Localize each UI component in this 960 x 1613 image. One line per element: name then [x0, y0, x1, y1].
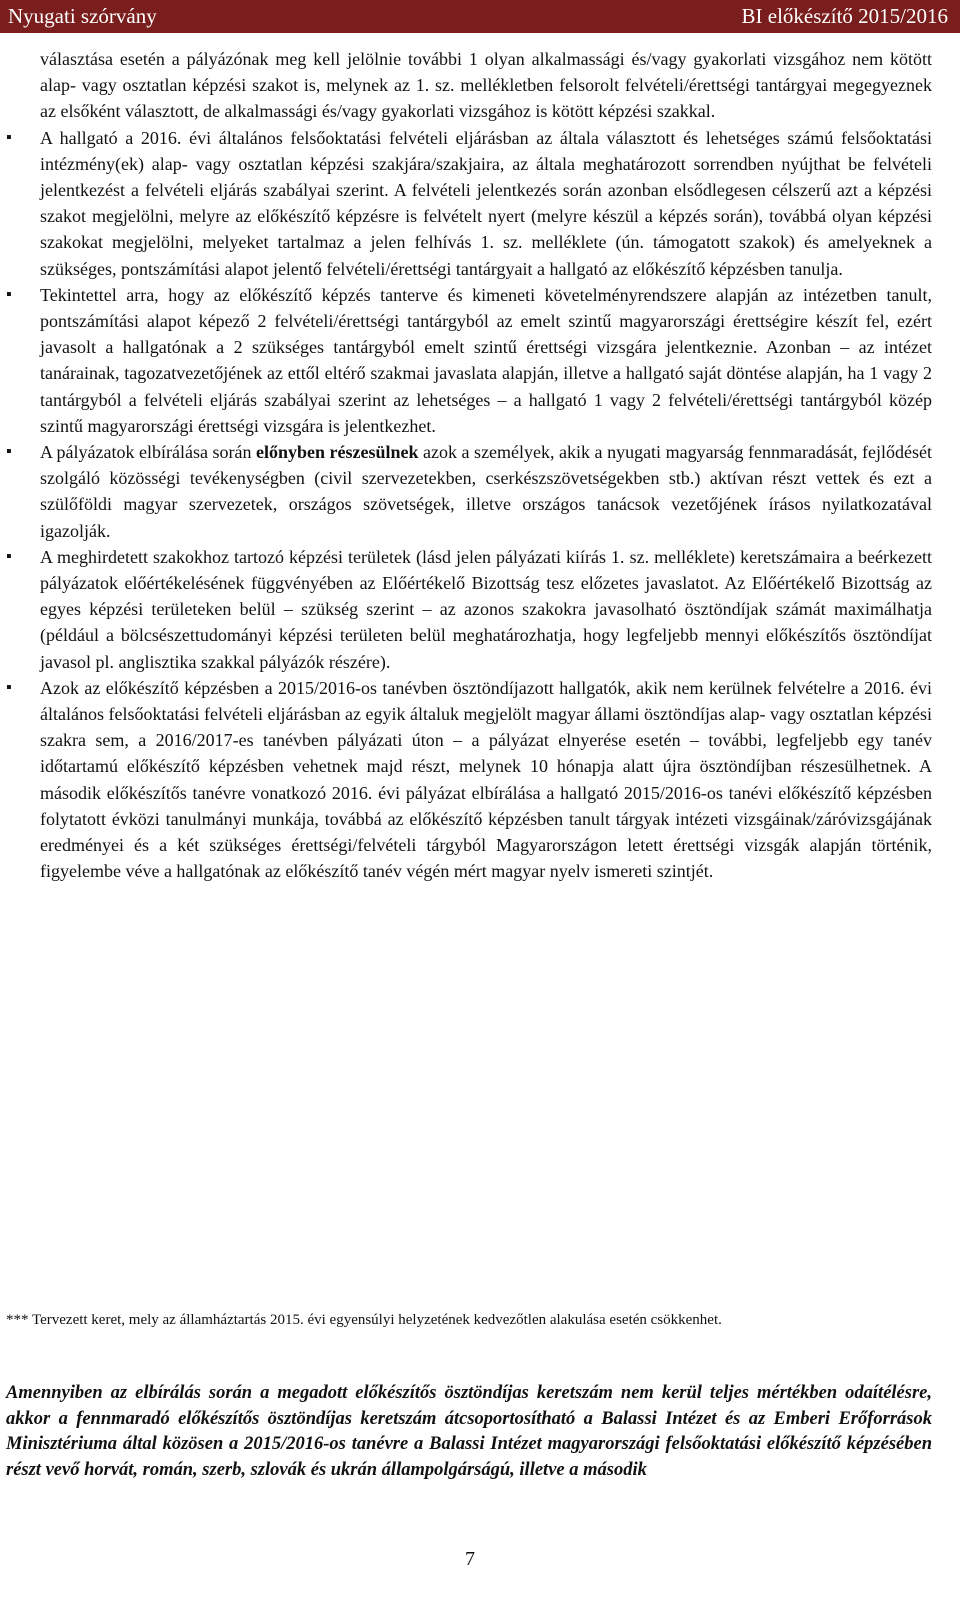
- bullet-text: Tekintettel arra, hogy az előkészítő képzés tanterve és kimeneti követelményrendszere alapján az intézetben tanult, pontszámítási alapot képező 2 felvételi/érettségi tantárgyból az emelt szintű magyarországi érettségire készít fel, ezért javasolt a hallgatónak a 2 szükséges tantárgyból emelt szintű érettségi vizsgára jelentkeznie. Azonban – az intézet tanárainak, tagozatvezetőjének az ettől eltérő szakmai javaslata alapján, illetve a hallgató saját döntése alapján, ha 1 vagy 2 tantárgyból a felvételi eljárás szabályai szerint az lehetséges – a hallgató 1 vagy 2 felvételi/érettségi tantárgyból közép szintű magyarországi érettségi vizsgára is jelentkezhet.: [40, 284, 932, 436]
- bullet-text-emphasis: előnyben részesülnek: [256, 442, 419, 463]
- bullet-item-2: [6, 282, 932, 439]
- bullet-item-5: [6, 675, 932, 885]
- closing-paragraph: Amennyiben az elbírálás során a megadott előkészítős ösztöndíjas keretszám nem kerül teljes mértékben odaítélésre, akkor a fennmaradó előkészítős ösztöndíjas keretszám átcsoportosítható a Balassi Intézet és az Emberi Erőforrások Minisztériuma által közösen a 2015/2016-os tanévre a Balassi Intézet magyarországi felsőoktatási előkészítő képzésében részt vevő horvát, román, szerb, szlovák és ukrán állampolgárságú, illetve a második: [6, 1383, 932, 1480]
- page-number: 7: [465, 1548, 475, 1570]
- bullet-text: A hallgató a 2016. évi általános felsőoktatási felvételi eljárásban az általa választott és lehetséges számú felsőoktatási intézmény(ek) alap- vagy osztatlan képzési szakjára/szakjaira, az általa meghatározott sorrendben nyújthat be felvételi jelentkezést a felvételi eljárás szabályai szerint. A felvételi jelentkezés során azonban elsődlegesen célszerű azt a képzési szakot megjelölni, melyre az előkészítő képzésre is felvételt nyert (melyre készül a képzés során), továbbá olyan képzési szakokat megjelölni, melyeket tartalmaz a jelen felhívás 1. sz. melléklete (ún. támogatott szakok) és amelyeknek a szükséges, pontszámítási alapot jelentő felvételi/érettségi tantárgyait a hallgató az előkészítő képzésben tanulja.: [40, 127, 932, 279]
- bullet-marker-icon: ▪: [6, 547, 12, 565]
- bullet-marker-icon: ▪: [6, 128, 12, 146]
- bullet-marker-icon: ▪: [6, 443, 12, 461]
- header-title: Nyugati szórvány: [8, 4, 157, 28]
- header-program: BI előkészítő 2015/2016: [741, 4, 948, 28]
- bullet-text: Azok az előkészítő képzésben a 2015/2016-os tanévben ösztöndíjazott hallgatók, akik nem kerülnek felvételre a 2016. évi általános felsőoktatási felvételi eljárásban az egyik általuk megjelölt magyar állami ösztöndíjas alap- vagy osztatlan képzési szakra sem, a 2016/2017-es tanévben pályázati úton – a pályázat elnyerése esetén – további, legfeljebb egy tanév időtartamú előkészítő képzésben vehetnek majd részt, melynek 10 hónapja alatt újra ösztöndíjban részesülhetnek. A második előkészítős tanévre vonatkozó 2016. évi pályázat elbírálása a hallgató 2015/2016-os tanévi előkészítő képzésben folytatott évközi tanulmányi munkája, továbbá az előkészítő képzésben tanult tárgyak intézeti vizsgáinak/záróvizsgájának eredményei és a két szükséges érettségi/felvételi tárgyból Magyarországon letett érettségi vizsgák alapján történik, figyelembe véve a hallgatónak az előkészítő tanév végén mért magyar nyelv ismereti szintjét.: [40, 677, 932, 882]
- bullet-text: A meghirdetett szakokhoz tartozó képzési területek (lásd jelen pályázati kiírás 1. sz. melléklete) keretszámaira a beérkezett pályázatok előértékelésének függvényében az Előértékelő Bizottság tesz előzetes javaslatot. Az Előértékelő Bizottság az egyes képzési területeken belül – szükség szerint – az azonos szakokra javasolható ösztöndíjak számát maximálhatja (például a bölcsészettudományi képzési területen belül meghatározhatja, hogy legfeljebb mennyi előkészítős ösztöndíjat javasol pl. anglisztika szakkal pályázók részére).: [40, 546, 932, 672]
- bullet-marker-icon: ▪: [6, 285, 12, 303]
- bullet-text-start: A pályázatok elbírálása során: [40, 442, 256, 463]
- footnote: *** Tervezett keret, mely az államháztartás 2015. évi egyensúlyi helyzetének kedvezőtlen alakulása esetén csökkenhet.: [6, 1312, 722, 1328]
- bullet-item-3: [6, 439, 932, 544]
- intro-paragraph: választása esetén a pályázónak meg kell jelölnie további 1 olyan alkalmassági és/vagy gyakorlati vizsgához nem kötött alap- vagy osztatlan képzési szakot is, melynek az 1. sz. mellékletben felsorolt felvételi/érettségi tantárgyai megegyeznek az elsőként választott, de alkalmassági és/vagy gyakorlati vizsgához is kötött képzési szakkal.: [40, 49, 932, 122]
- bullet-text-end: azok a személyek, akik a nyugati magyarság fennmaradását, fejlődését szolgáló közösségi tevékenységben (civil szervezetekben, cserkészszövetségekben stb.) aktívan részt vettek és ezt a szülőföldi magyar szervezetek, országos szövetségek, illetve országos tanácsok vezetőjének írásos nyilatkozatával igazolják.: [40, 442, 932, 541]
- document-body: [6, 46, 932, 885]
- bullet-item-1: [6, 125, 932, 282]
- page-header: [0, 0, 960, 33]
- bullet-marker-icon: ▪: [6, 678, 12, 696]
- bullet-item-4: [6, 544, 932, 675]
